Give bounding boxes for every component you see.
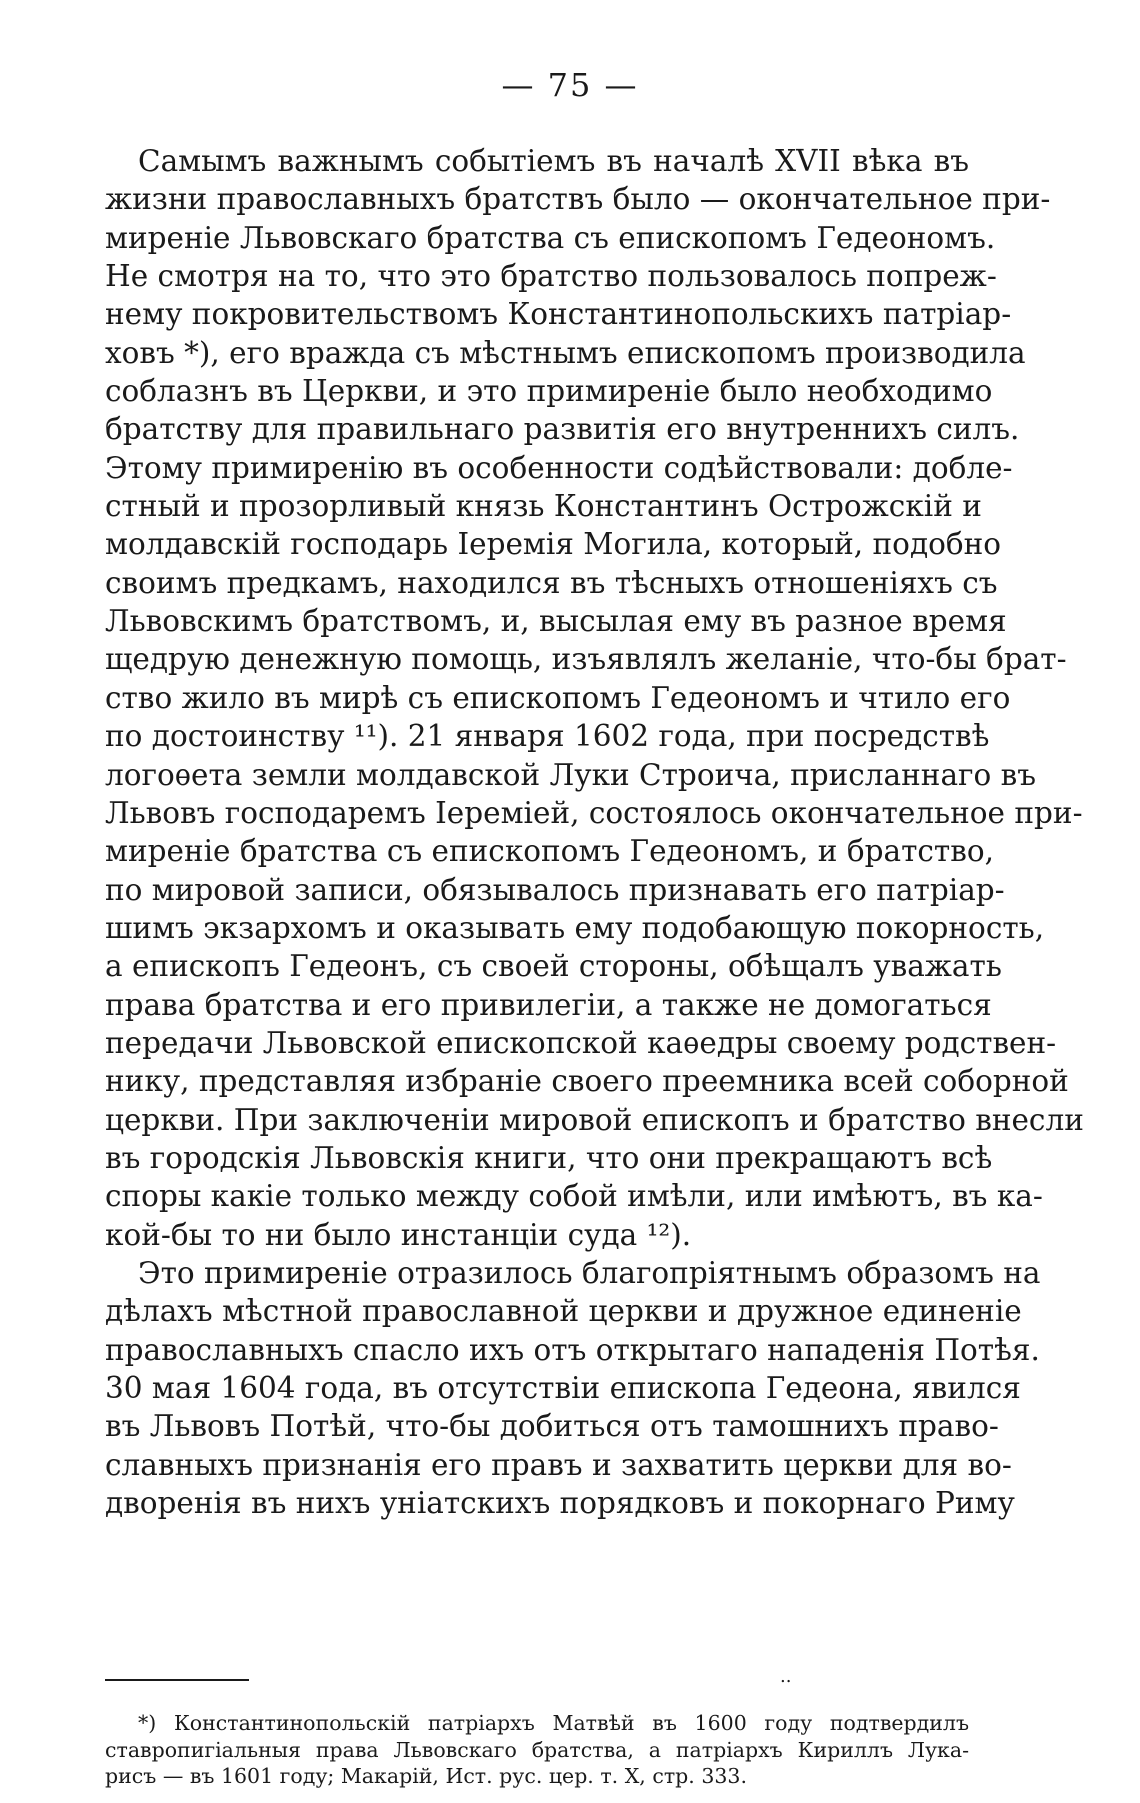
body-text — [105, 142, 1084, 1522]
text-line: а епископъ Гедеонъ, съ своей стороны, обѣщалъ уважать — [105, 949, 1002, 984]
footnote — [105, 1710, 969, 1790]
text-line: братству для правильнаго развитія его внутреннихъ силъ. — [105, 412, 1020, 447]
text-line: соблазнъ въ Церкви, и это примиреніе было необходимо — [105, 374, 993, 409]
footnote-dots: .. — [780, 1666, 792, 1687]
text-line: въ Львовъ Потѣй, что-бы добиться отъ тамошнихъ право- — [105, 1409, 999, 1444]
text-line: Этому примиренію въ особенности содѣйствовали: добле- — [105, 450, 1013, 485]
text-line: Львовскимъ братствомъ, и, высылая ему въ разное время — [105, 604, 1007, 639]
footnote-line: рисъ — въ 1601 году; Макарій, Ист. рус. цер. т. X, стр. 333. — [105, 1764, 747, 1788]
text-line: Самымъ важнымъ событіемъ въ началѣ XVII вѣка въ — [138, 144, 969, 178]
text-line: Львовъ господаремъ Іереміей, состоялось окончательное при- — [105, 795, 1083, 830]
text-line: кой-бы то ни было инстанціи суда ¹²). — [105, 1217, 692, 1252]
text-line: церкви. При заключеніи мировой епископъ и братство внесли — [105, 1102, 1084, 1137]
text-line: своимъ предкамъ, находился въ тѣсныхъ отношеніяхъ съ — [105, 565, 998, 600]
text-line: шимъ экзархомъ и оказывать ему подобающую покорность, — [105, 910, 1045, 945]
text-line: славныхъ признанія его правъ и захватить церкви для во- — [105, 1447, 1012, 1482]
page-number: — 75 — — [501, 66, 639, 104]
text-line: ство жило въ мирѣ съ епископомъ Гедеономъ и чтило его — [105, 680, 1011, 715]
text-line: Это примиреніе отразилось благопріятнымъ образомъ на — [138, 1255, 1041, 1290]
footnote-line: ставропигіальныя права Львовскаго братства, а патріархъ Кириллъ Лука- — [105, 1737, 969, 1762]
text-line: ховъ *), его вражда съ мѣстнымъ епископомъ производила — [105, 335, 1026, 370]
text-line: стный и прозорливый князь Константинъ Острожскій и — [105, 489, 982, 524]
footnote-divider — [105, 1679, 249, 1681]
text-line: жизни православныхъ братствъ было — окончательное при- — [105, 182, 1051, 217]
footnote-line: *) Константинопольскій патріархъ Матвѣй въ 1600 году подтвердилъ — [138, 1711, 969, 1735]
text-line: дворенія въ нихъ уніатскихъ порядковъ и покорнаго Риму — [105, 1486, 1015, 1521]
text-line: передачи Львовской епископской каѳедры своему родствен- — [105, 1025, 1057, 1060]
text-line: щедрую денежную помощь, изъявлялъ желаніе, что-бы брат- — [105, 642, 1067, 677]
text-line: логоѳета земли молдавской Луки Строича, присланнаго въ — [105, 757, 1037, 792]
text-line: по достоинству ¹¹). 21 января 1602 года, при посредствѣ — [105, 719, 990, 754]
text-line: православныхъ спасло ихъ отъ открытаго нападенія Потѣя. — [105, 1332, 1040, 1367]
text-line: споры какіе только между собой имѣли, или имѣютъ, въ ка- — [105, 1179, 1043, 1214]
text-line: права братства и его привилегіи, а также не домогаться — [105, 987, 992, 1022]
text-line: нему покровительствомъ Константинопольскихъ патріар- — [105, 297, 1012, 332]
text-line: миреніе Львовскаго братства съ епископомъ Гедеономъ. — [105, 220, 996, 255]
text-line: миреніе братства съ епископомъ Гедеономъ, и братство, — [105, 834, 994, 869]
text-line: Не смотря на то, что это братство пользовалось попреж- — [105, 259, 997, 294]
text-line: по мировой записи, обязывалось признавать его патріар- — [105, 872, 1005, 907]
text-line: 30 мая 1604 года, въ отсутствіи епископа Гедеона, явился — [105, 1371, 1021, 1405]
text-line: нику, представляя избраніе своего преемника всей соборной — [105, 1064, 1069, 1099]
text-line: въ городскія Львовскія книги, что они прекращаютъ всѣ — [105, 1140, 993, 1175]
text-line: дѣлахъ мѣстной православной церкви и дружное единеніе — [105, 1294, 1022, 1329]
text-line: молдавскій господарь Іеремія Могила, который, подобно — [105, 527, 1002, 562]
